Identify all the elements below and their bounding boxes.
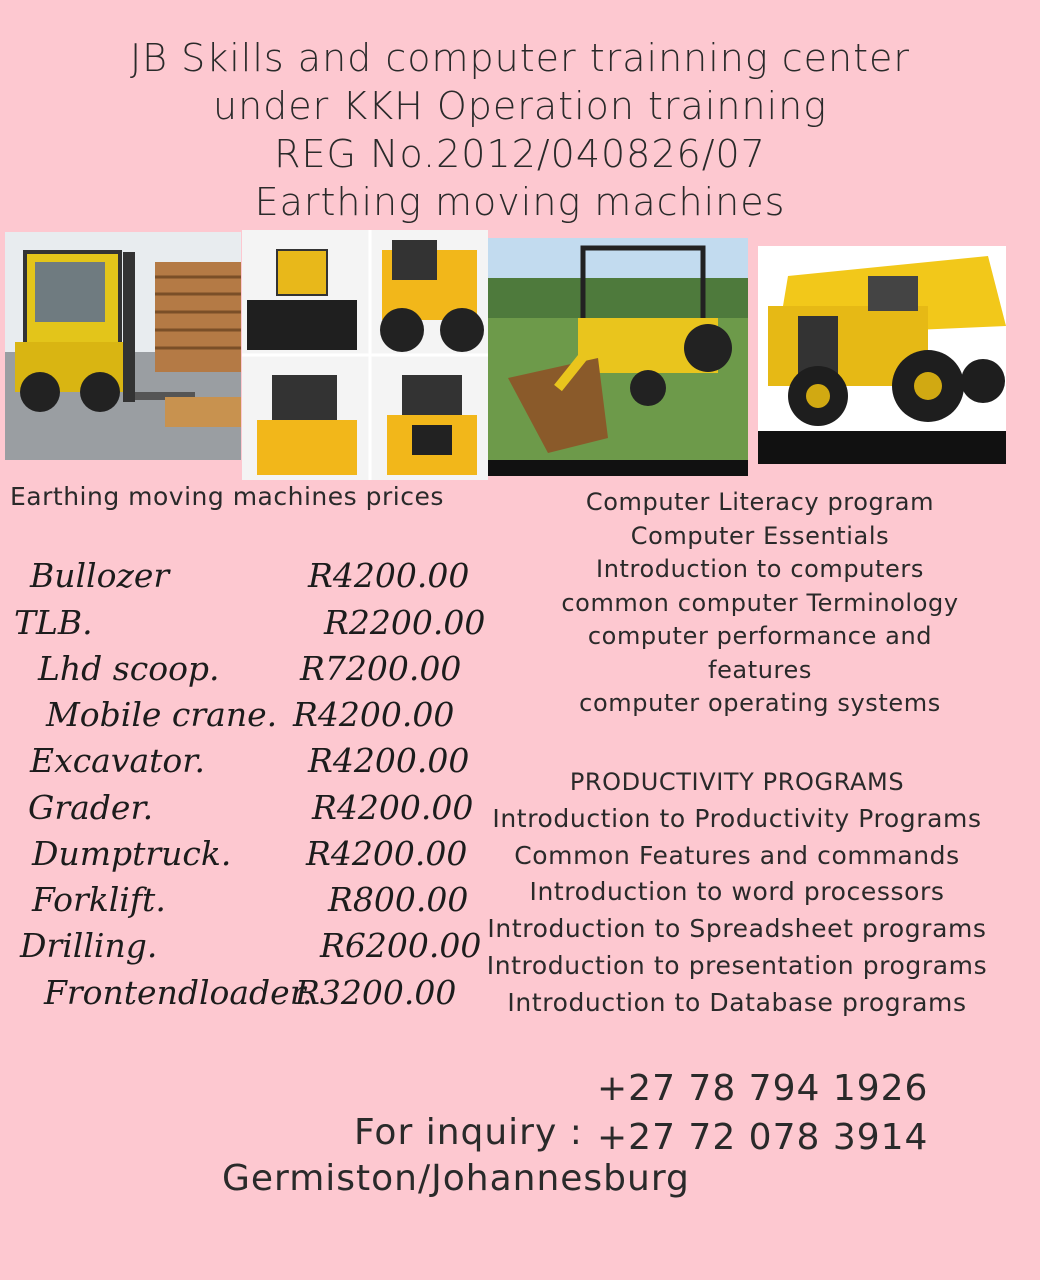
location: Germiston/Johannesburg [222,1158,690,1199]
productivity-item: Introduction to Productivity Programs [492,803,982,833]
prices-title: Earthing moving machines prices [10,482,444,511]
title-line-1: JB Skills and computer trainning center [129,36,911,80]
price-name: TLB. [14,603,93,642]
price-value: R7200.00 [300,649,462,688]
price-name: Drilling. [20,926,158,965]
price-name: Frontendloader. [44,973,313,1012]
inquiry-label: For inquiry : [354,1112,583,1153]
header [0,34,1040,226]
price-name: Excavator. [30,741,205,780]
front-end-loader-photos [242,230,488,480]
title-line-2: under KKH Operation trainning [212,84,828,128]
literacy-item: Computer Literacy program [585,488,935,516]
literacy-item: computer operating systems [579,689,941,717]
literacy-item: Introduction to computers [596,555,924,583]
phone-1: +27 78 794 1926 [597,1068,929,1109]
price-name: Bullozer [30,556,170,595]
productivity-heading: PRODUCTIVITY PROGRAMS [569,768,905,796]
dump-truck-photo [758,246,1006,464]
literacy-item: features [708,655,812,684]
price-value: R4200.00 [312,788,474,827]
price-value: R6200.00 [320,926,482,965]
price-value: R2200.00 [324,603,486,642]
price-value: R4200.00 [308,741,470,780]
productivity-item: Introduction to word processors [529,877,945,907]
forklift-photo [5,232,241,460]
price-name: Grader. [28,788,154,827]
price-value: R3200.00 [295,973,457,1012]
literacy-list [470,486,1040,721]
price-name: Dumptruck. [32,834,232,873]
tlb-backhoe-photo [488,238,748,476]
section-title: Earthing moving machines [254,180,786,224]
price-name: Forklift. [32,880,166,919]
price-value: R4200.00 [308,556,470,595]
productivity-item: Introduction to Database programs [507,987,967,1017]
productivity-list [462,764,1012,1022]
literacy-item: computer performance and [587,622,933,650]
literacy-item: common computer Terminology [561,588,959,617]
price-value: R800.00 [328,880,469,919]
productivity-item: Introduction to presentation programs [486,950,988,980]
productivity-item: Introduction to Spreadsheet programs [487,914,987,944]
reg-number: REG No.2012/040826/07 [274,132,766,176]
price-value: R4200.00 [293,695,455,734]
price-name: Mobile crane. [46,695,278,734]
productivity-item: Common Features and commands [514,840,960,870]
phone-2: +27 72 078 3914 [597,1117,929,1158]
price-value: R4200.00 [306,834,468,873]
price-name: Lhd scoop. [38,649,220,688]
literacy-item: Computer Essentials [630,521,890,550]
